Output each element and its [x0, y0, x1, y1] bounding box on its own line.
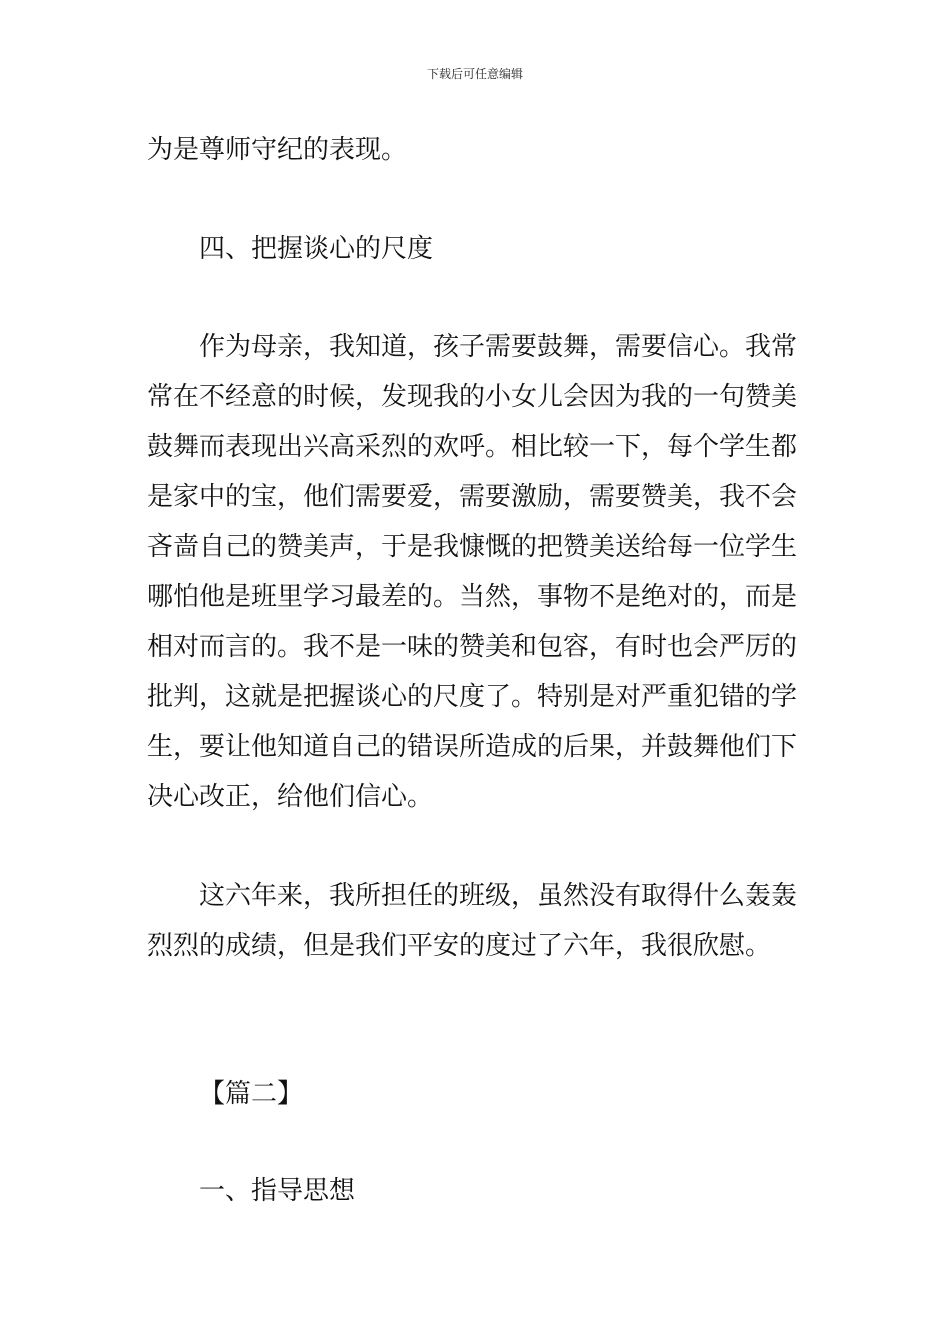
paragraph-line: 烈烈的成绩，但是我们平安的度过了六年，我很欣慰。 — [147, 931, 772, 961]
section-heading: 一、指导思想 — [199, 1176, 356, 1206]
paragraph-line: 相对而言的。我不是一味的赞美和包容，有时也会严厉的 — [147, 632, 798, 662]
spacer — [147, 971, 817, 1069]
paragraph-continuation: 为是尊师守纪的表现。 — [147, 135, 408, 165]
spacer — [147, 175, 817, 224]
paragraph-six-years — [147, 871, 817, 971]
paragraph-line: 吝啬自己的赞美声，于是我慷慨的把赞美送给每一位学生 — [147, 532, 798, 562]
paragraph-line: 这六年来，我所担任的班级，虽然没有取得什么轰轰 — [199, 881, 798, 911]
paragraph-line: 鼓舞而表现出兴高采烈的欢呼。相比较一下，每个学生都 — [147, 432, 798, 462]
spacer — [147, 274, 817, 322]
paragraph-line: 生，要让他知道自己的错误所造成的后果，并鼓舞他们下 — [147, 732, 798, 762]
paragraph-line: 作为母亲，我知道，孩子需要鼓舞，需要信心。我常 — [199, 332, 798, 362]
paragraph-line: 哪怕他是班里学习最差的。当然，事物不是绝对的，而是 — [147, 582, 798, 612]
document-body — [147, 125, 817, 1216]
paragraph-line: 是家中的宝，他们需要爱，需要激励，需要赞美，我不会 — [147, 482, 798, 512]
page-header: 下载后可任意编辑 — [426, 67, 523, 81]
paragraph-line: 常在不经意的时候，发现我的小女儿会因为我的一句赞美 — [147, 382, 798, 412]
spacer — [147, 1119, 817, 1166]
paragraph-line: 决心改正，给他们信心。 — [147, 782, 434, 812]
spacer — [147, 822, 817, 871]
paragraph-line: 批判，这就是把握谈心的尺度了。特别是对严重犯错的学 — [147, 682, 798, 712]
section-heading: 四、把握谈心的尺度 — [199, 234, 434, 264]
paragraph-mother — [147, 322, 817, 822]
section-title: 【篇二】 — [199, 1079, 304, 1109]
